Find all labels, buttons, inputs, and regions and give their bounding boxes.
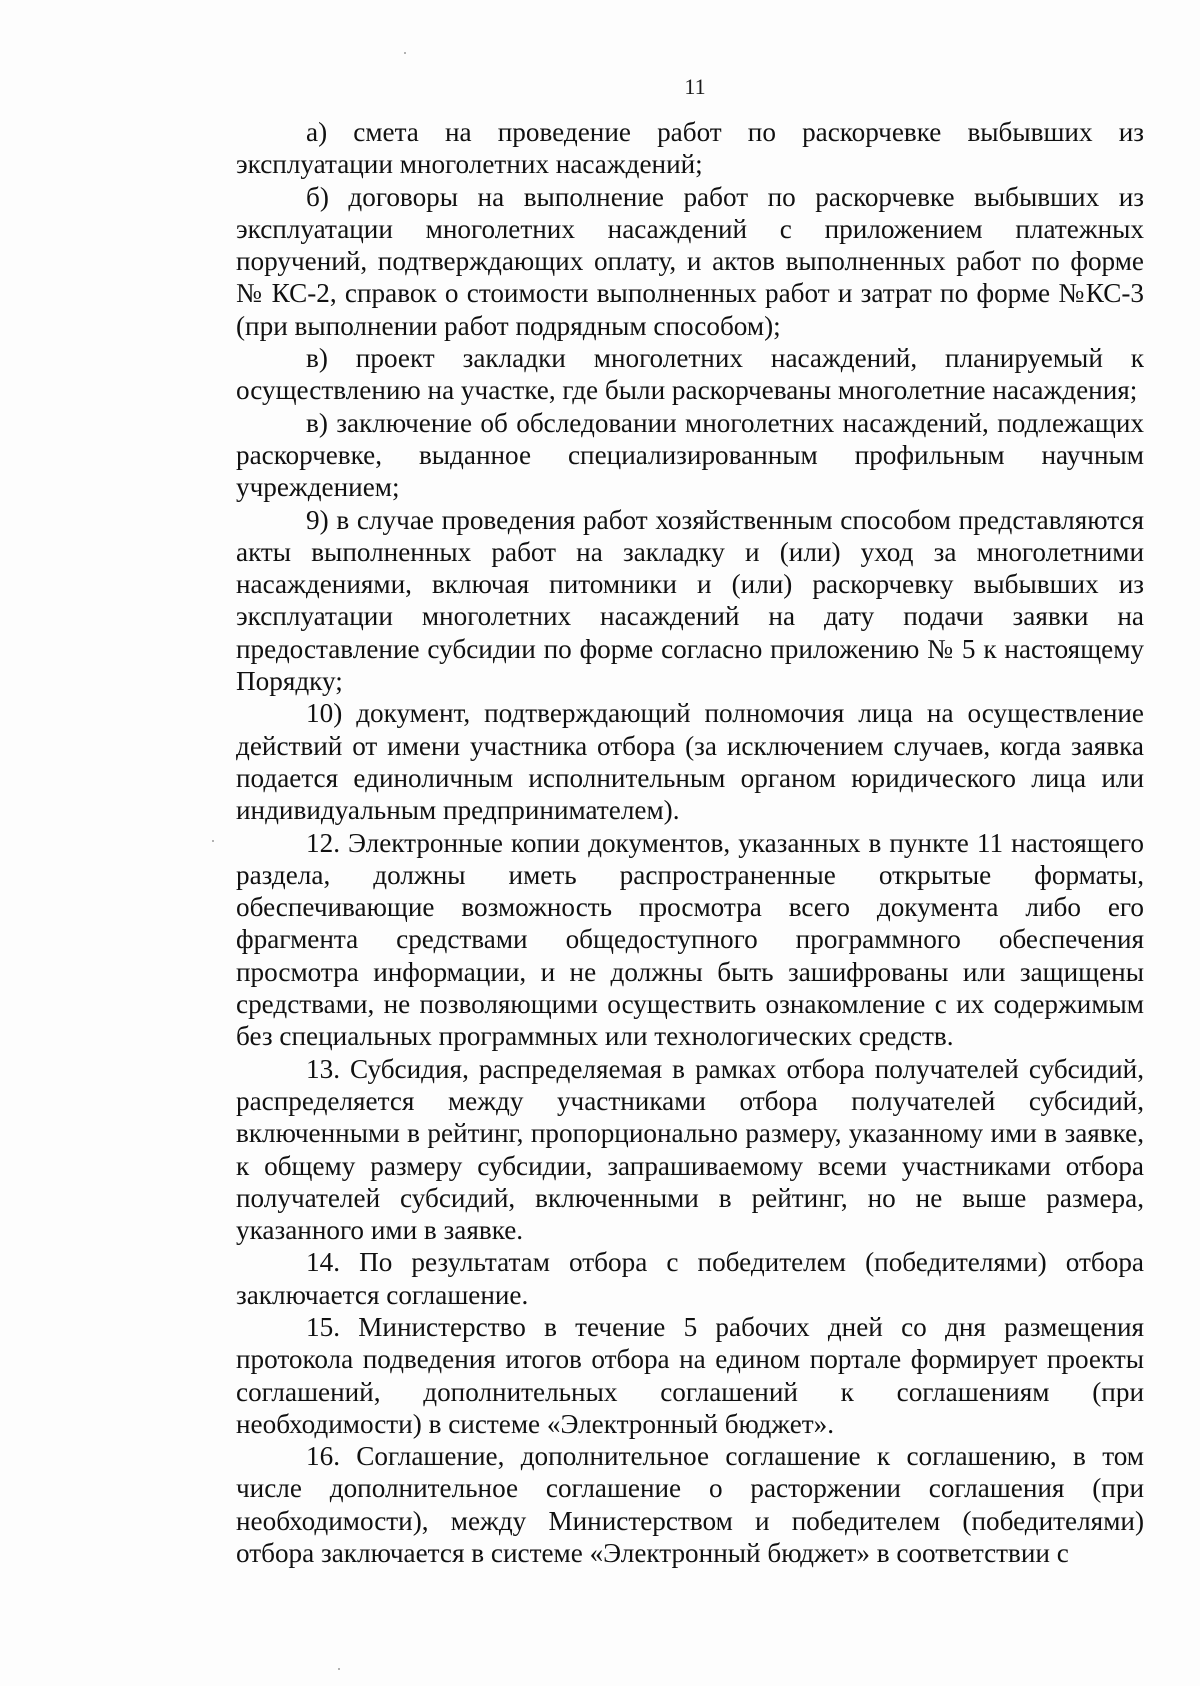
paragraph-10-authority-document: 10) документ, подтверждающий полномочия лица на осуществление действий от имени участника отбора (за исключением случаев, когда заявка подается единоличным исполнительным органом юридического лица или индивидуальным предпринимателем). (236, 698, 1144, 826)
paragraph-12-electronic-copies: 12. Электронные копии документов, указанных в пункте 11 настоящего раздела, должны иметь распространенные открытые форматы, обеспечивающие возможность просмотра всего документа либо его фрагмента средствами общедоступного программного обеспечения просмотра информации, и не должны быть зашифрованы или защищены средствами, не позволяющими осуществить ознакомление с их содержимым без специальных программных или технологических средств. (236, 827, 1144, 1052)
paragraph-a-estimate: а) смета на проведение работ по раскорчевке выбывших из эксплуатации многолетних насаждений; (236, 117, 1144, 180)
scan-speck (338, 1668, 340, 1670)
scan-speck (212, 840, 214, 842)
paragraph-9-own-works: 9) в случае проведения работ хозяйственным способом представляются акты выполненных работ на закладку и (или) уход за многолетними насаждениями, включая питомники и (или) раскорчевку выбывших из эксплуатации многолетних насаждений на дату подачи заявки на предоставление субсидии по форме согласно приложению № 5 к настоящему Порядку; (236, 504, 1144, 697)
paragraph-14-agreement: 14. По результатам отбора с победителем (победителями) отбора заключается соглашение. (236, 1247, 1144, 1310)
page-number: 11 (684, 74, 706, 99)
paragraph-15-ministry-drafts: 15. Министерство в течение 5 рабочих дней со дня размещения протокола подведения итогов отбора на едином портале формирует проекты соглашений, дополнительных соглашений к соглашениям (при необходимости) в системе «Электронный бюджет». (236, 1311, 1144, 1439)
paragraph-b-contracts: б) договоры на выполнение работ по раскорчевке выбывших из эксплуатации многолетних насаждений с приложением платежных поручений, подтверждающих оплату, и актов выполненных работ по форме № КС-2, справок о стоимости выполненных работ и затрат по форме №КС-3 (при выполнении работ подрядным способом); (236, 181, 1144, 341)
paragraph-v-planting-project: в) проект закладки многолетних насаждений, планируемый к осуществлению на участке, где были раскорчеваны многолетние насаждения; (236, 343, 1144, 406)
scan-speck (404, 52, 406, 54)
document-body (236, 116, 1144, 1569)
paragraph-v-inspection-conclusion: в) заключение об обследовании многолетних насаждений, подлежащих раскорчевке, выданное специализированным профильным научным учреждением; (236, 407, 1144, 503)
paragraph-16-agreement-system: 16. Соглашение, дополнительное соглашение к соглашению, в том числе дополнительное соглашение о расторжении соглашения (при необходимости), между Министерством и победителем (победителями) отбора заключается в системе «Электронный бюджет» в соответствии с (236, 1441, 1144, 1569)
paragraph-13-subsidy-distribution: 13. Субсидия, распределяемая в рамках отбора получателей субсидий, распределяется между участниками отбора получателей субсидий, включенными в рейтинг, пропорционально размеру, указанному ими в заявке, к общему размеру субсидии, запрашиваемому всеми участниками отбора получателей субсидий, включенными в рейтинг, но не выше размера, указанного ими в заявке. (236, 1053, 1144, 1246)
